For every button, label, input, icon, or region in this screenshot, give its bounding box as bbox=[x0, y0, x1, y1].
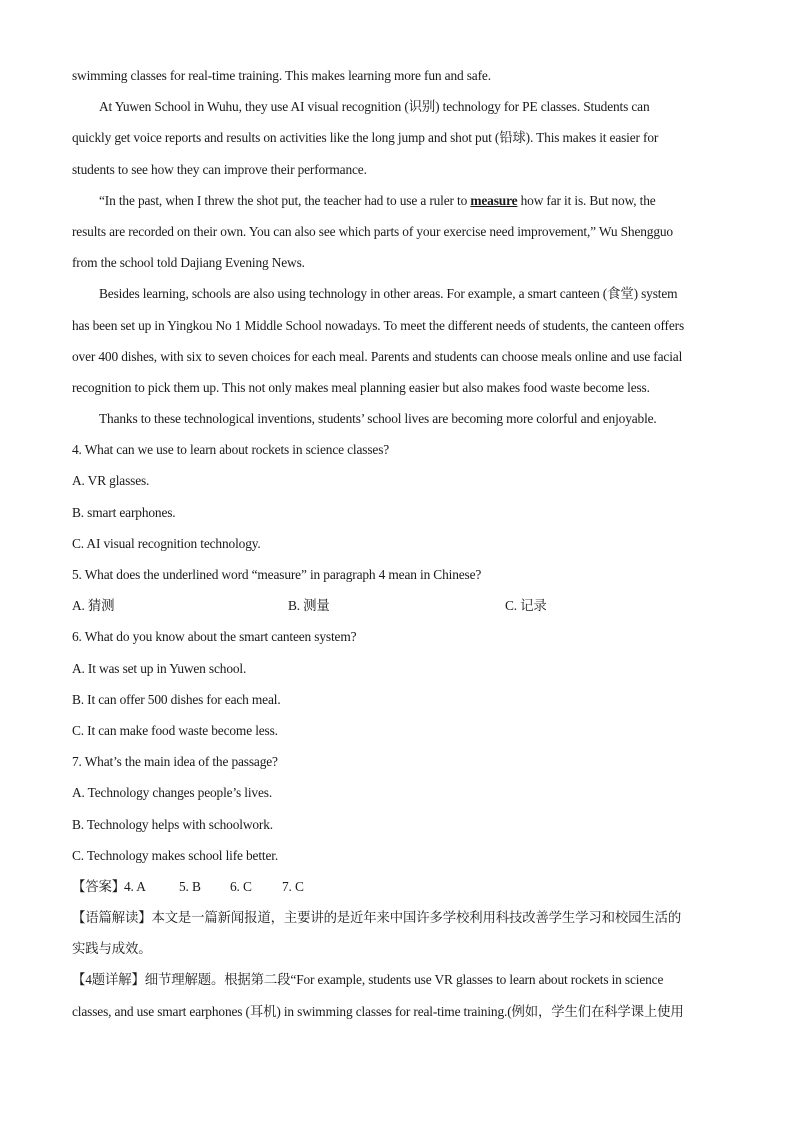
answer-key bbox=[72, 871, 722, 902]
passage-line: recognition to pick them up. This not only makes meal planning easier but also makes food waste become less. bbox=[72, 379, 650, 395]
question-option: B. Technology helps with schoolwork. bbox=[72, 816, 273, 832]
passage-line: Thanks to these technological inventions, students’ school lives are becoming more colorful and enjoyable. bbox=[99, 411, 657, 427]
answer-item: 4. A bbox=[124, 878, 146, 894]
detail-label: 【4题详解】 bbox=[72, 972, 145, 988]
analysis-line bbox=[72, 902, 722, 933]
question-option: C. Technology makes school life better. bbox=[72, 847, 279, 863]
detail-text: 细节理解题。根据第二段“For example, students use VR glasses to learn about rockets in science bbox=[144, 972, 664, 988]
underlined-keyword: measure bbox=[470, 192, 518, 208]
passage-line bbox=[72, 185, 722, 216]
question-option: B. 测量 bbox=[288, 598, 330, 614]
answer-item: 5. B bbox=[179, 878, 201, 894]
question-option: C. AI visual recognition technology. bbox=[72, 535, 261, 551]
question-stem: 5. What does the underlined word “measure” in paragraph 4 mean in Chinese? bbox=[72, 567, 482, 582]
question-option: C. It can make food waste become less. bbox=[72, 722, 278, 738]
question-stem: 4. What can we use to learn about rockets in science classes? bbox=[72, 442, 390, 458]
question-option: A. Technology changes people’s lives. bbox=[72, 785, 273, 801]
passage-text: how far it is. But now, the bbox=[517, 192, 656, 208]
analysis-line: 实践与成效。 bbox=[72, 941, 152, 957]
passage-line: from the school told Dajiang Evening News. bbox=[72, 255, 305, 271]
document-body bbox=[72, 60, 722, 1027]
question-stem: 7. What’s the main idea of the passage? bbox=[72, 754, 278, 770]
analysis-label: 【语篇解读】 bbox=[72, 910, 152, 926]
passage-line: results are recorded on their own. You can also see which parts of your exercise need improvement,” Wu Shengguo bbox=[72, 223, 673, 239]
analysis-text: 本文是一篇新闻报道，主要讲的是近年来中国许多学校利用科技改善学生学习和校园生活的 bbox=[151, 910, 682, 926]
question-options-row bbox=[72, 590, 722, 621]
question-option: C. 记录 bbox=[505, 598, 547, 614]
passage-line: has been set up in Yingkou No 1 Middle School nowadays. To meet the different needs of students, the canteen offers bbox=[72, 317, 685, 333]
question-option: A. 猜测 bbox=[72, 598, 115, 614]
answer-item: 6. C bbox=[230, 878, 252, 894]
answer-item: 7. C bbox=[282, 878, 304, 894]
question-stem: 6. What do you know about the smart canteen system? bbox=[72, 629, 357, 645]
passage-line: quickly get voice reports and results on activities like the long jump and shot put (铅球). This makes it easier for bbox=[72, 130, 659, 146]
question-option: A. VR glasses. bbox=[72, 473, 150, 489]
passage-line: Besides learning, schools are also using technology in other areas. For example, a smart canteen (食堂) system bbox=[99, 286, 678, 302]
passage-line: At Yuwen School in Wuhu, they use AI visual recognition (识别) technology for PE classes. Students can bbox=[99, 99, 650, 115]
question-option: A. It was set up in Yuwen school. bbox=[72, 660, 247, 676]
question-option: B. smart earphones. bbox=[72, 504, 176, 520]
passage-line: over 400 dishes, with six to seven choices for each meal. Parents and students can choose meals online and use facial bbox=[72, 348, 683, 364]
question-option: B. It can offer 500 dishes for each meal. bbox=[72, 691, 281, 707]
passage-text: “In the past, when I threw the shot put, the teacher had to use a ruler to bbox=[99, 192, 471, 208]
passage-line: swimming classes for real-time training. This makes learning more fun and safe. bbox=[72, 68, 491, 83]
detail-line bbox=[72, 964, 722, 995]
answer-label: 【答案】 bbox=[72, 878, 125, 894]
passage-line: students to see how they can improve their performance. bbox=[72, 161, 367, 177]
detail-line: classes, and use smart earphones (耳机) in swimming classes for real-time training.(例如，学生们在科学课上使用 bbox=[72, 1003, 684, 1019]
